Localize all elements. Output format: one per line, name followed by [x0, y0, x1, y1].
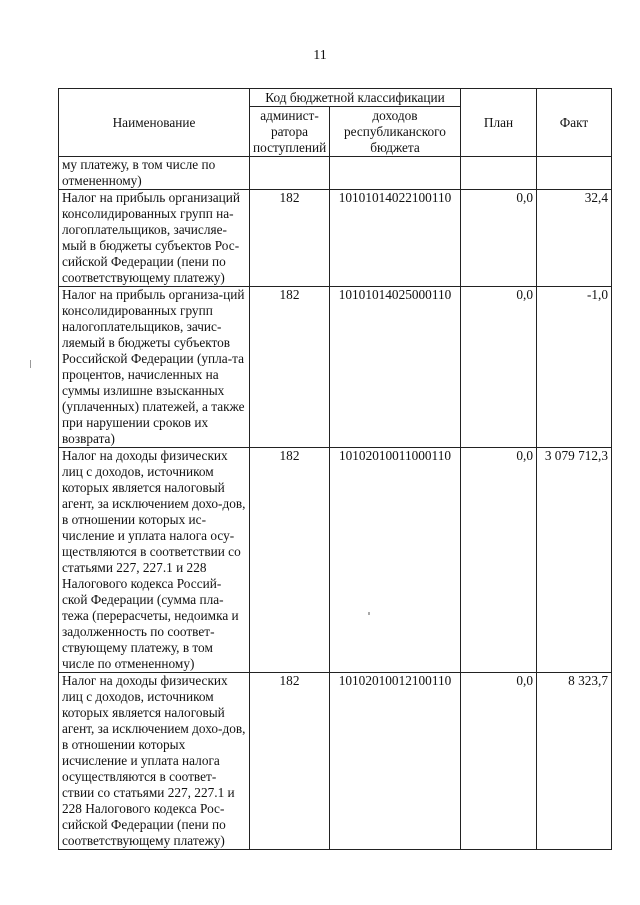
header-revenue: доходов республиканского бюджета — [330, 107, 461, 157]
row-plan: 0,0 — [461, 190, 537, 287]
row-fact: 8 323,7 — [537, 673, 612, 850]
row-plan: 0,0 — [461, 673, 537, 850]
row-plan — [461, 157, 537, 190]
row-name: Налог на доходы физических лиц с доходов, источником которых является налоговый агент, за исключением дохо-дов, в отношении которых ис-числение и уплата налога осу-ществляются в соответствии со статьями 227, 227.1 и 228 Налогового кодекса Россий-ской Федерации (сумма пла-тежа (перерасчеты, недоимка и задолженность по соответ-ствующему платежу, в том числе по отмененному) — [59, 448, 250, 673]
table-row — [59, 448, 612, 673]
row-code: 10101014025000110 — [330, 287, 461, 448]
table-row — [59, 287, 612, 448]
row-name: му платежу, в том числе по отмененному) — [59, 157, 250, 190]
row-code — [330, 157, 461, 190]
budget-revenue-table — [58, 88, 612, 850]
scan-artifact-mark — [30, 360, 31, 368]
header-budget-code-group: Код бюджетной классификации — [250, 89, 461, 107]
table-row — [59, 157, 612, 190]
header-fact: Факт — [537, 89, 612, 157]
header-name: Наименование — [59, 89, 250, 157]
row-code: 10102010012100110 — [330, 673, 461, 850]
row-admin: 182 — [250, 287, 330, 448]
table-row — [59, 190, 612, 287]
row-name: Налог на прибыль организаций консолидированных групп на-логоплательщиков, зачисляе-мый в бюджеты субъектов Рос-сийской Федерации (пени по соответствующему платежу) — [59, 190, 250, 287]
row-name: Налог на прибыль организа-ций консолидированных групп налогоплательщиков, зачис-ляемый в бюджеты субъектов Российской Федерации (упла-та процентов, начисленных на суммы излишне взысканных (уплаченных) платежей, а также при нарушении сроков их возврата) — [59, 287, 250, 448]
row-admin — [250, 157, 330, 190]
header-admin: админист-ратора поступлений — [250, 107, 330, 157]
header-plan: План — [461, 89, 537, 157]
row-admin: 182 — [250, 448, 330, 673]
row-plan: 0,0 — [461, 287, 537, 448]
row-code: 10102010011000110 — [330, 448, 461, 673]
row-fact: 3 079 712,3 — [537, 448, 612, 673]
row-plan: 0,0 — [461, 448, 537, 673]
page-number: 11 — [313, 48, 327, 63]
row-fact — [537, 157, 612, 190]
row-fact: 32,4 — [537, 190, 612, 287]
row-fact: -1,0 — [537, 287, 612, 448]
row-admin: 182 — [250, 673, 330, 850]
scan-artifact-dot — [368, 612, 370, 615]
row-code: 10101014022100110 — [330, 190, 461, 287]
row-name: Налог на доходы физических лиц с доходов, источником которых является налоговый агент, за исключением дохо-дов, в отношении которых исчисление и уплата налога осуществляются в соответ-ствии со статьями 227, 227.1 и 228 Налогового кодекса Рос-сийской Федерации (пени по соответствующему платежу) — [59, 673, 250, 850]
table-row — [59, 673, 612, 850]
row-admin: 182 — [250, 190, 330, 287]
